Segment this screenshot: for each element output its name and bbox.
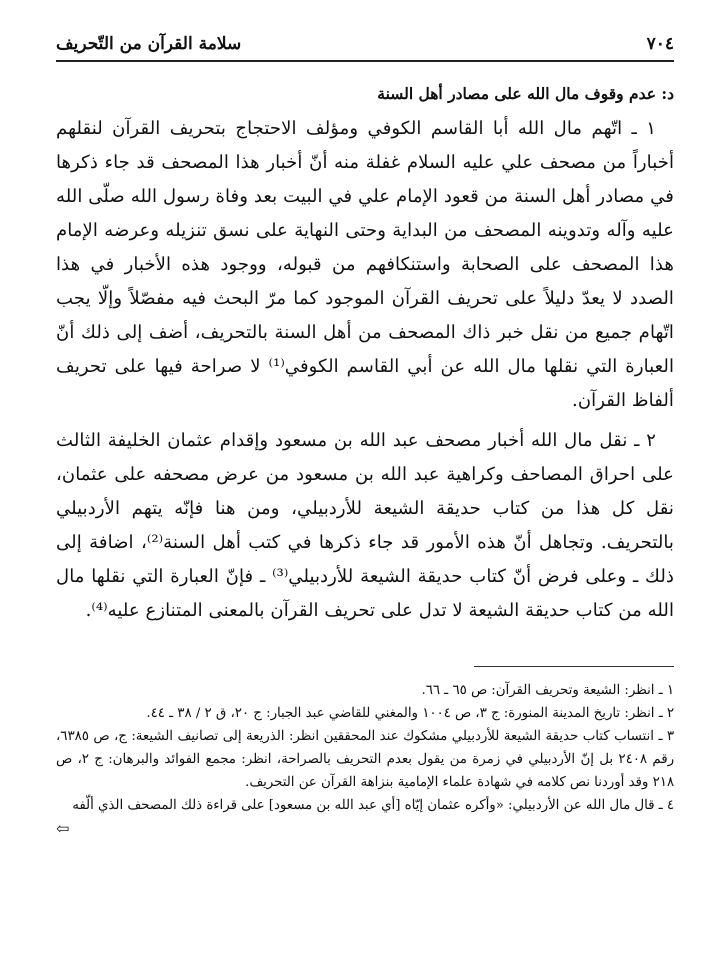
section-heading: د: عدم وقوف مال الله على مصادر أهل السنة — [377, 84, 674, 103]
running-title: سلامة القرآن من التّحريف — [56, 34, 242, 54]
paragraph-2: ٢ ـ نقل مال الله أخبار مصحف عبد الله بن مسعود وإقدام عثمان الخليفة الثالث على احراق المصاحف وكراهية عبد الله بن مسعود من عرض مصحفه على عثمان، نقل كل هذا من كتاب حديقة الشيعة للأردبيلي، ومن هنا فإنّه يتهم الأردبيلي بالتحريف. وتجاهل أنّ هذه الأمور قد جاء ذكرها في كتب أهل السنة⁽²⁾، اضافة إلى ذلك ـ وعلى فرض أنّ كتاب حديقة الشيعة للأردبيلي⁽³⁾ ـ فإنّ العبارة التي نقلها مال الله من كتاب حديقة الشيعة لا تدل على تحريف القرآن بالمعنى المتنازع عليه⁽⁴⁾. — [56, 430, 674, 621]
footnote-2: ٢ ـ انظر: تاريخ المدينة المنورة: ج ٣، ص ١٠٠٤ والمغني للقاضي عبد الجبار: ج ٢٠، ق ٢ / ٣٨ ـ ٤٤. — [146, 706, 674, 721]
footnote-1: ١ ـ انظر: الشيعة وتحريف القرآن: ص ٦٥ ـ ٦٦. — [421, 683, 674, 698]
header-rule — [56, 60, 674, 62]
paragraph-1: ١ ـ اتّهم مال الله أبا القاسم الكوفي ومؤلف الاحتجاج بتحريف القرآن لنقلهم أخباراً من مصحف علي عليه السلام غفلة منه أنّ أخبار هذا المصحف قد جاء ذكرها في مصادر أهل السنة من قعود الإمام علي في البيت بعد وفاة رسول الله صلّى الله عليه وآله وتدوينه المصحف من البداية وحتى النهاية على نسق تنزيله وعرضه الإمام هذا المصحف على الصحابة واستنكافهم من قبوله، ووجود هذه الأخبار في هذا الصدد لا يعدّ دليلاً على تحريف القرآن الموجود كما مرّ البحث فيه مفصّلاً وإلّا يجب اتّهام جميع من نقل خبر ذاك المصحف من أهل السنة بالتحريف، أضف إلى ذلك أنّ العبارة التي نقلها مال الله عن أبي القاسم الكوفي⁽¹⁾ لا صراحة فيها على تحريف ألفاظ القرآن. — [56, 118, 674, 411]
page-number: ٧٠٤ — [646, 34, 674, 54]
book-page — [56, 28, 674, 838]
continuation-arrow-icon: ⇦ — [56, 819, 70, 838]
footnote-4: ٤ ـ قال مال الله عن الأردبيلي: «وأكره عثمان إيّاه [أي عبد الله بن مسعود] على قراءة ذلك المصحف الذي ألّفه — [72, 798, 674, 813]
body-text — [56, 112, 674, 628]
running-header — [56, 28, 674, 54]
footnote-3: ٣ ـ انتساب كتاب حديقة الشيعة للأردبيلي مشكوك عند المحققين انظر: الذريعة إلى تصانيف الشيعة: ج، ص ٦٣٨٥، رقم ٢٤٠٨ بل إنّ الأردبيلي في زمرة من يقول بعدم التحريف بالصراحة، انظر: مجمع الفوائد والبرهان: ج ٢، ص ٢١٨ وقد أوردنا نص كلامه في شهادة علماء الإمامية بنزاهة القرآن عن التحريف. — [56, 729, 674, 790]
footnote-separator — [474, 666, 674, 667]
footnotes — [56, 679, 674, 817]
